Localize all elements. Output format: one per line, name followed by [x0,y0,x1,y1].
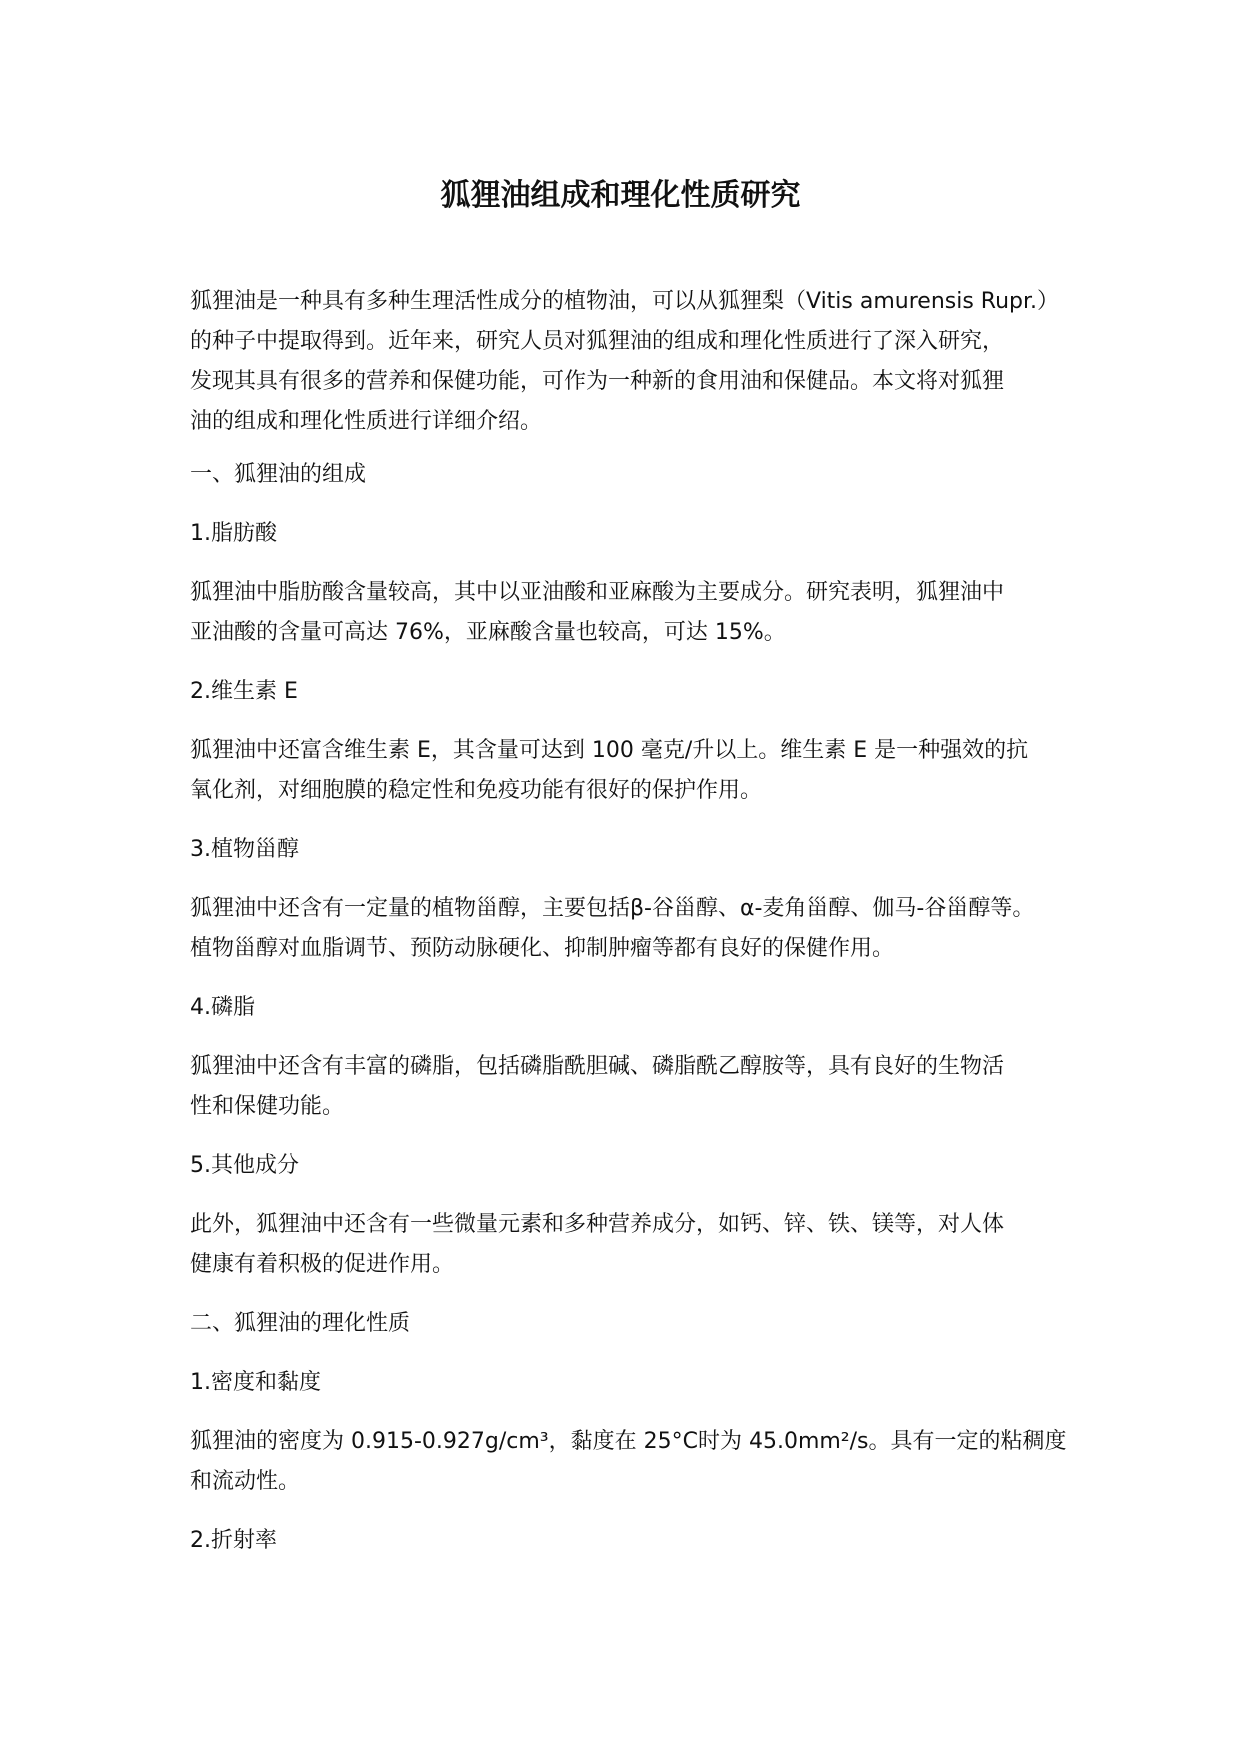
paragraph-line: 和流动性。 [190,1469,301,1494]
paragraph-line: 狐狸油中还含有丰富的磷脂，包括磷脂酰胆碱、磷脂酰乙醇胺等，具有良好的生物活 [190,1054,1005,1079]
paragraph-phospholipid [190,1047,1090,1127]
paragraph-line: 此外，狐狸油中还含有一些微量元素和多种营养成分，如钙、锌、铁、镁等，对人体 [190,1212,1005,1237]
item-heading-phospholipid: 4.磷脂 [190,995,255,1020]
item-heading-phytosterol: 3.植物甾醇 [190,837,299,862]
paragraph-line: 性和保健功能。 [190,1094,345,1119]
paragraph-line: 亚油酸的含量可高达 76%，亚麻酸含量也较高，可达 15%。 [190,620,786,645]
section2-heading: 二、狐狸油的理化性质 [190,1311,411,1336]
intro-line: 发现其具有很多的营养和保健功能，可作为一种新的食用油和保健品。本文将对狐狸 [190,369,1005,394]
paragraph-line: 植物甾醇对血脂调节、预防动脉硬化、抑制肿瘤等都有良好的保健作用。 [190,936,895,961]
paragraph-line: 狐狸油的密度为 0.915-0.927g/cm³，黏度在 25°C时为 45.0mm²/s。具有一定的粘稠度 [190,1429,1067,1454]
item-heading-fatty-acids: 1.脂肪酸 [190,521,277,546]
intro-paragraph [190,282,1090,442]
paragraph-line: 狐狸油中还含有一定量的植物甾醇，主要包括β-谷甾醇、α-麦角甾醇、伽马-谷甾醇等。 [190,896,1035,921]
paragraph-phytosterol [190,889,1090,969]
paragraph-density [190,1422,1090,1502]
item-heading-other: 5.其他成分 [190,1153,299,1178]
paragraph-line: 健康有着积极的促进作用。 [190,1252,455,1277]
intro-line: 油的组成和理化性质进行详细介绍。 [190,409,543,434]
intro-line: 的种子中提取得到。近年来，研究人员对狐狸油的组成和理化性质进行了深入研究， [190,329,1005,354]
document-title: 狐狸油组成和理化性质研究 [440,178,801,213]
paragraph-vitamin-e [190,731,1090,811]
section1-heading: 一、狐狸油的组成 [190,462,367,487]
paragraph-fatty-acids [190,573,1090,653]
paragraph-other [190,1205,1090,1285]
paragraph-line: 氧化剂，对细胞膜的稳定性和免疫功能有很好的保护作用。 [190,778,763,803]
item-heading-refractive-index: 2.折射率 [190,1528,277,1553]
item-heading-density: 1.密度和黏度 [190,1370,321,1395]
paragraph-line: 狐狸油中还富含维生素 E，其含量可达到 100 毫克/升以上。维生素 E 是一种强效的抗 [190,738,1029,763]
paragraph-line: 狐狸油中脂肪酸含量较高，其中以亚油酸和亚麻酸为主要成分。研究表明，狐狸油中 [190,580,1005,605]
item-heading-vitamin-e: 2.维生素 E [190,679,298,704]
intro-line: 狐狸油是一种具有多种生理活性成分的植物油，可以从狐狸梨（Vitis amurensis Rupr.） [190,289,1060,314]
